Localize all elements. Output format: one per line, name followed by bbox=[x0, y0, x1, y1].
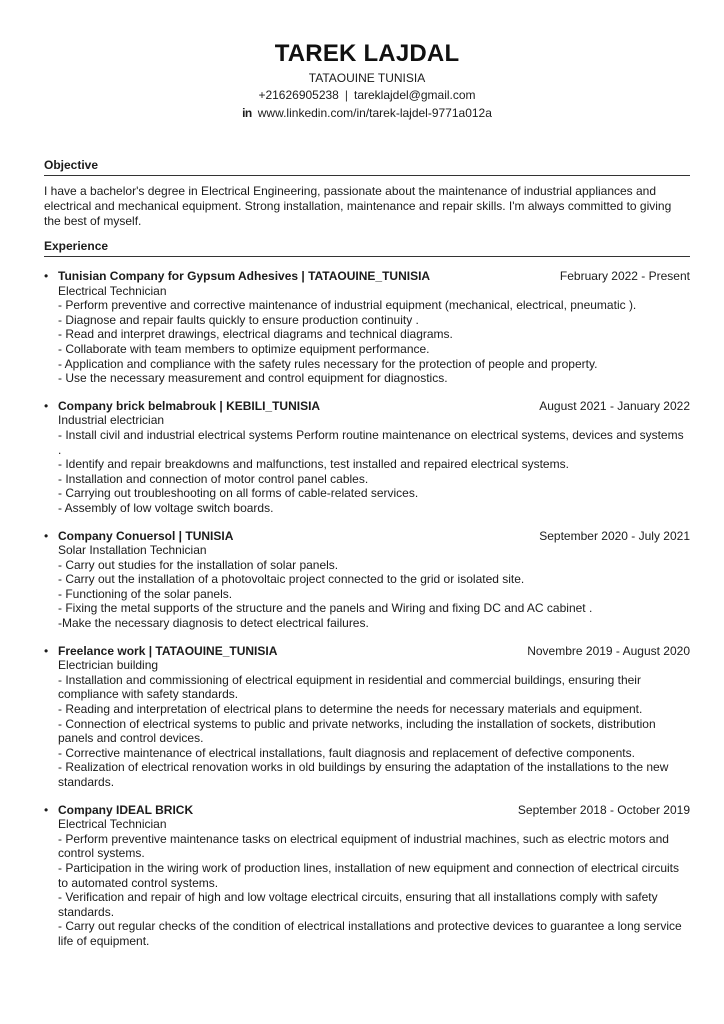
responsibility-line: - Corrective maintenance of electrical installations, fault diagnosis and replacement of defective components. bbox=[58, 745, 635, 760]
employment-dates: Novembre 2019 - August 2020 bbox=[527, 643, 690, 658]
employment-dates: August 2021 - January 2022 bbox=[539, 398, 690, 413]
experience-header bbox=[58, 644, 690, 659]
responsibility-line: - Install civil and industrial electrical systems Perform routine maintenance on electrical systems, devices and systems . bbox=[58, 427, 684, 457]
employment-dates: February 2022 - Present bbox=[559, 269, 690, 283]
company-name: Company Conuersol | TUNISIA bbox=[58, 528, 234, 543]
phone-number: +21626905238 bbox=[258, 88, 339, 102]
responsibility-line: - Carry out the installation of a photovoltaic project connected to the grid or isolated site. bbox=[58, 572, 525, 587]
responsibility-line: - Carry out studies for the installation of solar panels. bbox=[58, 557, 339, 572]
objective-text: I have a bachelor's degree in Electrical Engineering, passionate about the maintenance of industrial appliances and electrical and mechanical equipment. Strong installation, maintenance and repair skills. I'm always committed to giving the best of myself. bbox=[44, 184, 672, 228]
resume-header bbox=[44, 0, 690, 122]
responsibility-line: - Application and compliance with the safety rules necessary for the protection of people and property. bbox=[58, 356, 598, 371]
responsibility-line: - Functioning of the solar panels. bbox=[58, 586, 233, 601]
experience-item bbox=[44, 644, 690, 790]
responsibility-line: - Installation and connection of motor control panel cables. bbox=[58, 471, 369, 486]
responsibility-line: - Assembly of low voltage switch boards. bbox=[58, 500, 274, 515]
responsibility-line: - Perform preventive maintenance tasks on electrical equipment of industrial machines, such as electric motors and control systems. bbox=[58, 831, 669, 861]
responsibility-line: - Participation in the wiring work of production lines, installation of new equipment and connection of electrical circuits to automated control systems. bbox=[58, 860, 679, 890]
responsibility-line: - Carrying out troubleshooting on all forms of cable-related services. bbox=[58, 486, 419, 501]
responsibility-line: - Read and interpret drawings, electrical diagrams and technical diagrams. bbox=[58, 327, 453, 342]
experience-header bbox=[58, 529, 690, 544]
responsibility-line: -Make the necessary diagnosis to detect electrical failures. bbox=[58, 616, 369, 631]
company-name: Freelance work | TATAOUINE_TUNISIA bbox=[58, 643, 278, 658]
employment-dates: September 2018 - October 2019 bbox=[517, 802, 690, 817]
experience-list bbox=[44, 269, 690, 949]
company-name: Company brick belmabrouk | KEBILI_TUNISIA bbox=[58, 398, 321, 413]
responsibility-line: - Diagnose and repair faults quickly to ensure production continuity . bbox=[58, 312, 419, 327]
experience-header bbox=[58, 399, 690, 414]
bullet-icon: • bbox=[44, 802, 49, 817]
company-name: Tunisian Company for Gypsum Adhesives | TATAOUINE_TUNISIA bbox=[58, 269, 431, 283]
candidate-name: TAREK LAJDAL bbox=[274, 40, 460, 67]
experience-header bbox=[58, 269, 690, 284]
responsibility-line: - Connection of electrical systems to public and private networks, including the installation of sockets, distribution panels and control devices. bbox=[58, 716, 656, 746]
job-title: Solar Installation Technician bbox=[58, 543, 207, 558]
responsibility-line: - Use the necessary measurement and control equipment for diagnostics. bbox=[58, 371, 448, 386]
linkedin-url: www.linkedin.com/in/tarek-lajdel-9771a012a bbox=[257, 106, 492, 120]
responsibility-line: - Identify and repair breakdowns and malfunctions, test installed and repaired electrical systems. bbox=[58, 457, 569, 472]
responsibility-line: - Verification and repair of high and low voltage electrical circuits, ensuring that all installations comply with safety standards. bbox=[58, 890, 658, 919]
job-title: Electrical Technician bbox=[58, 817, 167, 832]
experience-heading: Experience bbox=[44, 239, 690, 257]
experience-item bbox=[44, 269, 690, 386]
experience-item bbox=[44, 529, 690, 631]
linkedin-icon: in bbox=[242, 106, 252, 120]
responsibility-line: - Perform preventive and corrective maintenance of industrial equipment (mechanical, electrical, pneumatic ). bbox=[58, 298, 637, 313]
experience-item bbox=[44, 803, 690, 949]
job-title: Electrician building bbox=[58, 658, 159, 673]
contact-separator: | bbox=[344, 88, 348, 102]
experience-item bbox=[44, 399, 690, 516]
responsibility-line: - Reading and interpretation of electrical plans to determine the needs for necessary materials and equipment. bbox=[58, 702, 643, 717]
responsibility-line: - Fixing the metal supports of the structure and the panels and Wiring and fixing DC and AC cabinet . bbox=[58, 601, 593, 616]
company-name: Company IDEAL BRICK bbox=[58, 802, 194, 817]
objective-heading: Objective bbox=[44, 158, 690, 176]
bullet-icon: • bbox=[44, 528, 49, 543]
job-title: Electrical Technician bbox=[58, 283, 167, 298]
email-address: tareklajdel@gmail.com bbox=[353, 88, 476, 102]
responsibility-line: - Realization of electrical renovation works in old buildings by ensuring the adaptation of the installations to the new standards. bbox=[58, 760, 669, 789]
experience-header bbox=[58, 803, 690, 818]
candidate-location: TATAOUINE TUNISIA bbox=[308, 71, 426, 85]
bullet-icon: • bbox=[44, 398, 49, 413]
responsibility-line: - Carry out regular checks of the condition of electrical installations and protective devices to guarantee a long service life of equipment. bbox=[58, 919, 682, 948]
bullet-icon: • bbox=[44, 269, 49, 283]
bullet-icon: • bbox=[44, 643, 49, 658]
linkedin-line bbox=[44, 104, 690, 122]
responsibility-line: - Collaborate with team members to optimize equipment performance. bbox=[58, 341, 430, 356]
job-title: Industrial electrician bbox=[58, 413, 165, 428]
employment-dates: September 2020 - July 2021 bbox=[539, 528, 690, 543]
contact-line bbox=[44, 86, 690, 104]
responsibility-line: - Installation and commissioning of electrical equipment in residential and commercial buildings, ensuring their compliance with safety standards. bbox=[58, 672, 641, 702]
